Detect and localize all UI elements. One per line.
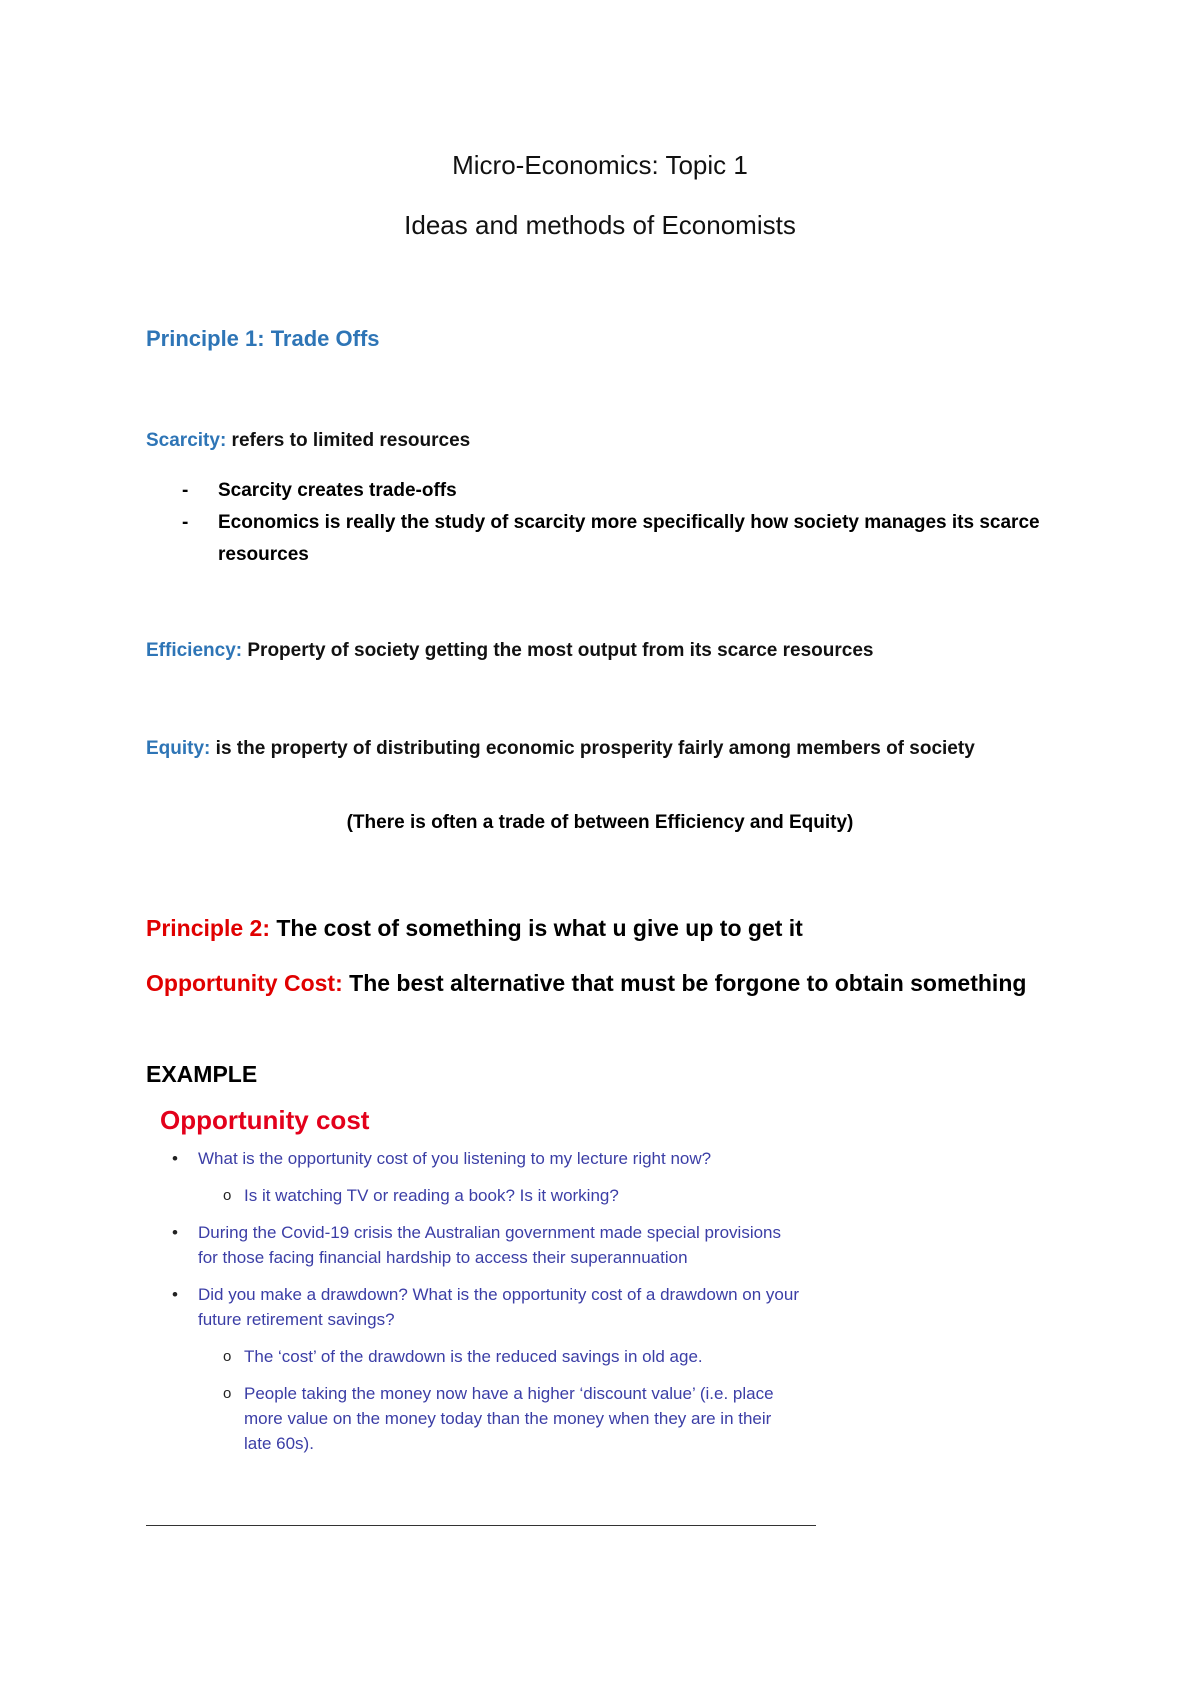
equity-label: Equity: <box>146 738 211 759</box>
list-item <box>160 1183 800 1208</box>
scarcity-bullets <box>146 475 1066 571</box>
bullet-icon: • <box>172 1285 178 1304</box>
divider <box>146 1525 816 1526</box>
scarcity-text: refers to limited resources <box>226 430 471 451</box>
list-item <box>146 475 1066 507</box>
sub-bullet-icon: o <box>223 1385 232 1402</box>
bullet-text: Economics is really the study of scarcity more specifically how society manages its scarce resources <box>218 512 1040 565</box>
principle-2-label: Principle 2: <box>146 915 270 941</box>
opportunity-cost-definition <box>146 965 1046 1001</box>
bullet-icon: • <box>172 1149 178 1168</box>
list-item <box>160 1146 800 1171</box>
list-item-text: Is it watching TV or reading a book? Is it working? <box>244 1186 619 1205</box>
document-title: Micro-Economics: Topic 1 <box>452 150 748 180</box>
list-item-text: The ‘cost’ of the drawdown is the reduced savings in old age. <box>244 1347 703 1366</box>
example-list <box>160 1146 800 1456</box>
list-item <box>160 1381 800 1456</box>
list-item <box>160 1282 800 1332</box>
opportunity-cost-label: Opportunity Cost: <box>146 970 343 996</box>
bullet-icon: • <box>172 1223 178 1242</box>
list-item-text: During the Covid-19 crisis the Australian government made special provisions for those facing financial hardship to access their superannuation <box>198 1223 782 1267</box>
example-slide <box>160 1105 800 1468</box>
list-item <box>160 1344 800 1369</box>
document-subtitle: Ideas and methods of Economists <box>404 210 796 240</box>
efficiency-label: Efficiency: <box>146 640 243 661</box>
efficiency-text: Property of society getting the most output from its scarce resources <box>242 640 874 661</box>
bullet-text: Scarcity creates trade-offs <box>218 480 457 501</box>
scarcity-definition <box>146 425 1066 457</box>
principle-2-text: The cost of something is what u give up to get it <box>269 915 803 941</box>
dash-bullet: - <box>182 480 189 501</box>
example-title: Opportunity cost <box>160 1105 370 1135</box>
principle-2-line <box>146 910 1046 946</box>
example-label: EXAMPLE <box>146 1061 258 1087</box>
list-item-text: Did you make a drawdown? What is the opportunity cost of a drawdown on your future retirement savings? <box>198 1285 799 1329</box>
list-item <box>160 1220 800 1270</box>
sub-bullet-icon: o <box>223 1187 232 1204</box>
list-item <box>146 507 1066 571</box>
list-item-text: What is the opportunity cost of you listening to my lecture right now? <box>198 1149 712 1168</box>
equity-text: is the property of distributing economic prosperity fairly among members of society <box>210 738 975 759</box>
sub-bullet-icon: o <box>223 1348 232 1365</box>
tradeoff-note: (There is often a trade of between Efficiency and Equity) <box>346 812 854 833</box>
efficiency-definition <box>146 635 1066 667</box>
equity-definition <box>146 733 1066 765</box>
dash-bullet: - <box>182 512 189 533</box>
list-item-text: People taking the money now have a higher ‘discount value’ (i.e. place more value on the money today than the money when they are in their late 60s). <box>244 1384 774 1453</box>
scarcity-label: Scarcity: <box>146 430 227 451</box>
principle-1-heading: Principle 1: Trade Offs <box>146 326 380 351</box>
opportunity-cost-text: The best alternative that must be forgone to obtain something <box>342 970 1027 996</box>
